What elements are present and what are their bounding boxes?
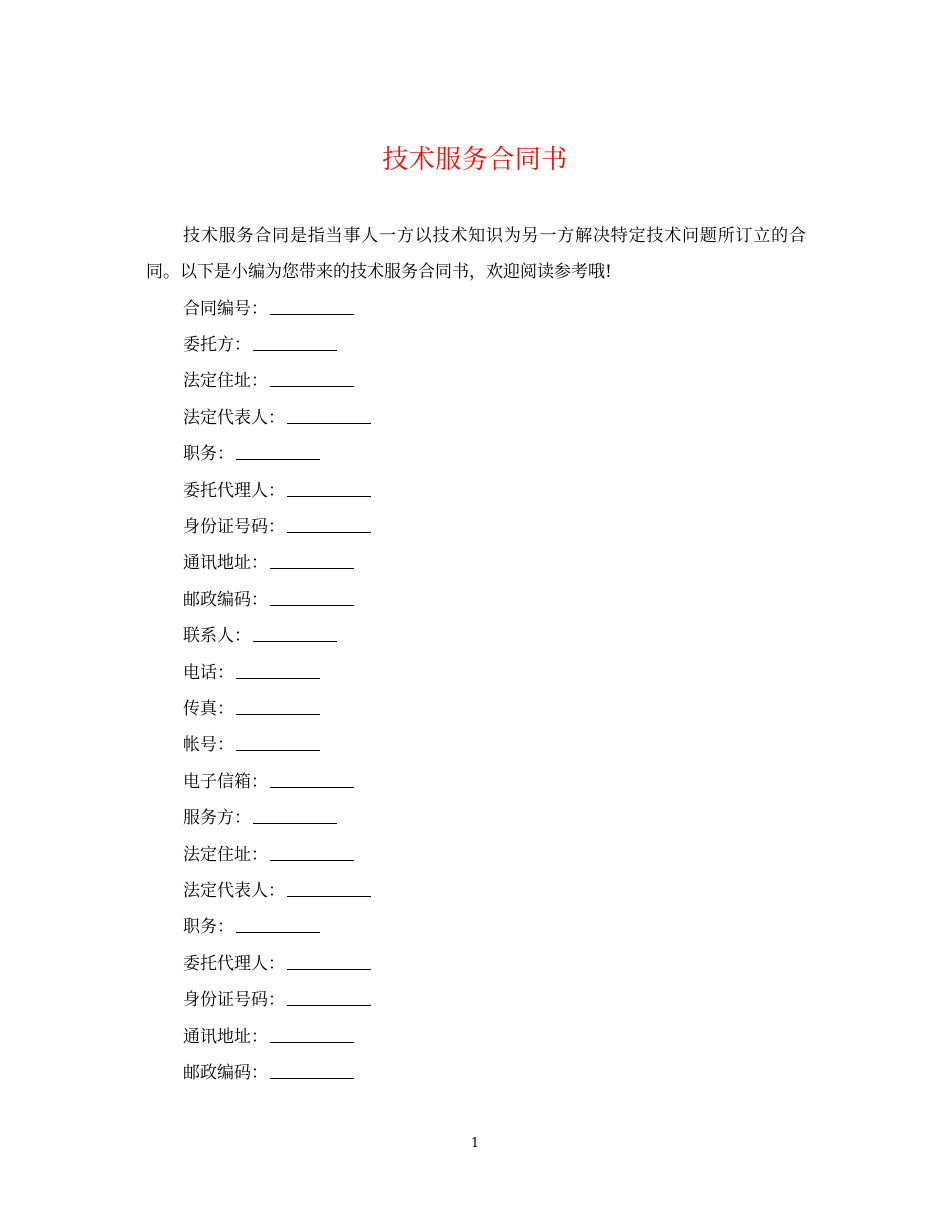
fill-in-blank — [287, 989, 371, 1006]
field-label: 联系人： — [183, 626, 251, 647]
contract-field — [183, 1016, 371, 1052]
contract-field — [183, 616, 371, 652]
fill-in-blank — [270, 1062, 354, 1079]
field-label: 身份证号码： — [183, 517, 285, 538]
contract-field — [183, 434, 371, 470]
fill-in-blank — [270, 844, 354, 861]
fill-in-blank — [270, 589, 354, 606]
fill-in-blank — [236, 916, 320, 933]
fill-in-blank — [287, 953, 371, 970]
contract-field — [183, 652, 371, 688]
contract-field — [183, 943, 371, 979]
fill-in-blank — [287, 407, 371, 424]
field-label: 邮政编码： — [183, 589, 268, 610]
fill-in-blank — [270, 370, 354, 387]
field-label: 职务： — [183, 917, 234, 938]
field-label: 服务方： — [183, 808, 251, 829]
fill-in-blank — [270, 552, 354, 569]
fill-in-blank — [236, 698, 320, 715]
contract-field — [183, 870, 371, 906]
contract-field — [183, 361, 371, 397]
field-label: 邮政编码： — [183, 1062, 268, 1083]
fill-in-blank — [270, 771, 354, 788]
fill-in-blank — [270, 1026, 354, 1043]
contract-field — [183, 979, 371, 1015]
fill-in-blank — [236, 662, 320, 679]
contract-field — [183, 797, 371, 833]
document-title: 技术服务合同书 — [382, 145, 568, 175]
contract-field — [183, 543, 371, 579]
field-label: 通讯地址： — [183, 1026, 268, 1047]
contract-field — [183, 506, 371, 542]
contract-field — [183, 907, 371, 943]
contract-field — [183, 761, 371, 797]
fill-in-blank — [287, 480, 371, 497]
intro-paragraph: 技术服务合同是指当事人一方以技术知识为另一方解决特定技术问题所订立的合同。以下是小编为您带来的技术服务合同书，欢迎阅读参考哦! — [146, 226, 806, 282]
field-label: 电话： — [183, 662, 234, 683]
field-label: 法定住址： — [183, 844, 268, 865]
fill-in-blank — [253, 625, 337, 642]
contract-field — [183, 397, 371, 433]
contract-field — [183, 688, 371, 724]
field-label: 职务： — [183, 444, 234, 465]
field-label: 电子信箱： — [183, 771, 268, 792]
contract-field — [183, 470, 371, 506]
contract-field — [183, 834, 371, 870]
fill-in-blank — [236, 734, 320, 751]
page-number: 1 — [470, 1136, 480, 1151]
contract-field — [183, 725, 371, 761]
contract-field — [183, 1052, 371, 1088]
field-label: 身份证号码： — [183, 990, 285, 1011]
fill-in-blank — [287, 516, 371, 533]
contract-field — [183, 324, 371, 360]
fill-in-blank — [236, 443, 320, 460]
fill-in-blank — [270, 298, 354, 315]
field-label: 委托方： — [183, 335, 251, 356]
fill-in-blank — [253, 334, 337, 351]
fill-in-blank — [287, 880, 371, 897]
field-label: 委托代理人： — [183, 953, 285, 974]
field-label: 通讯地址： — [183, 553, 268, 574]
contract-field-list — [183, 288, 371, 1089]
field-label: 合同编号： — [183, 298, 268, 319]
fill-in-blank — [253, 807, 337, 824]
field-label: 法定住址： — [183, 371, 268, 392]
field-label: 委托代理人： — [183, 480, 285, 501]
field-label: 法定代表人： — [183, 407, 285, 428]
field-label: 帐号： — [183, 735, 234, 756]
field-label: 法定代表人： — [183, 880, 285, 901]
contract-field — [183, 288, 371, 324]
contract-field — [183, 579, 371, 615]
field-label: 传真： — [183, 698, 234, 719]
